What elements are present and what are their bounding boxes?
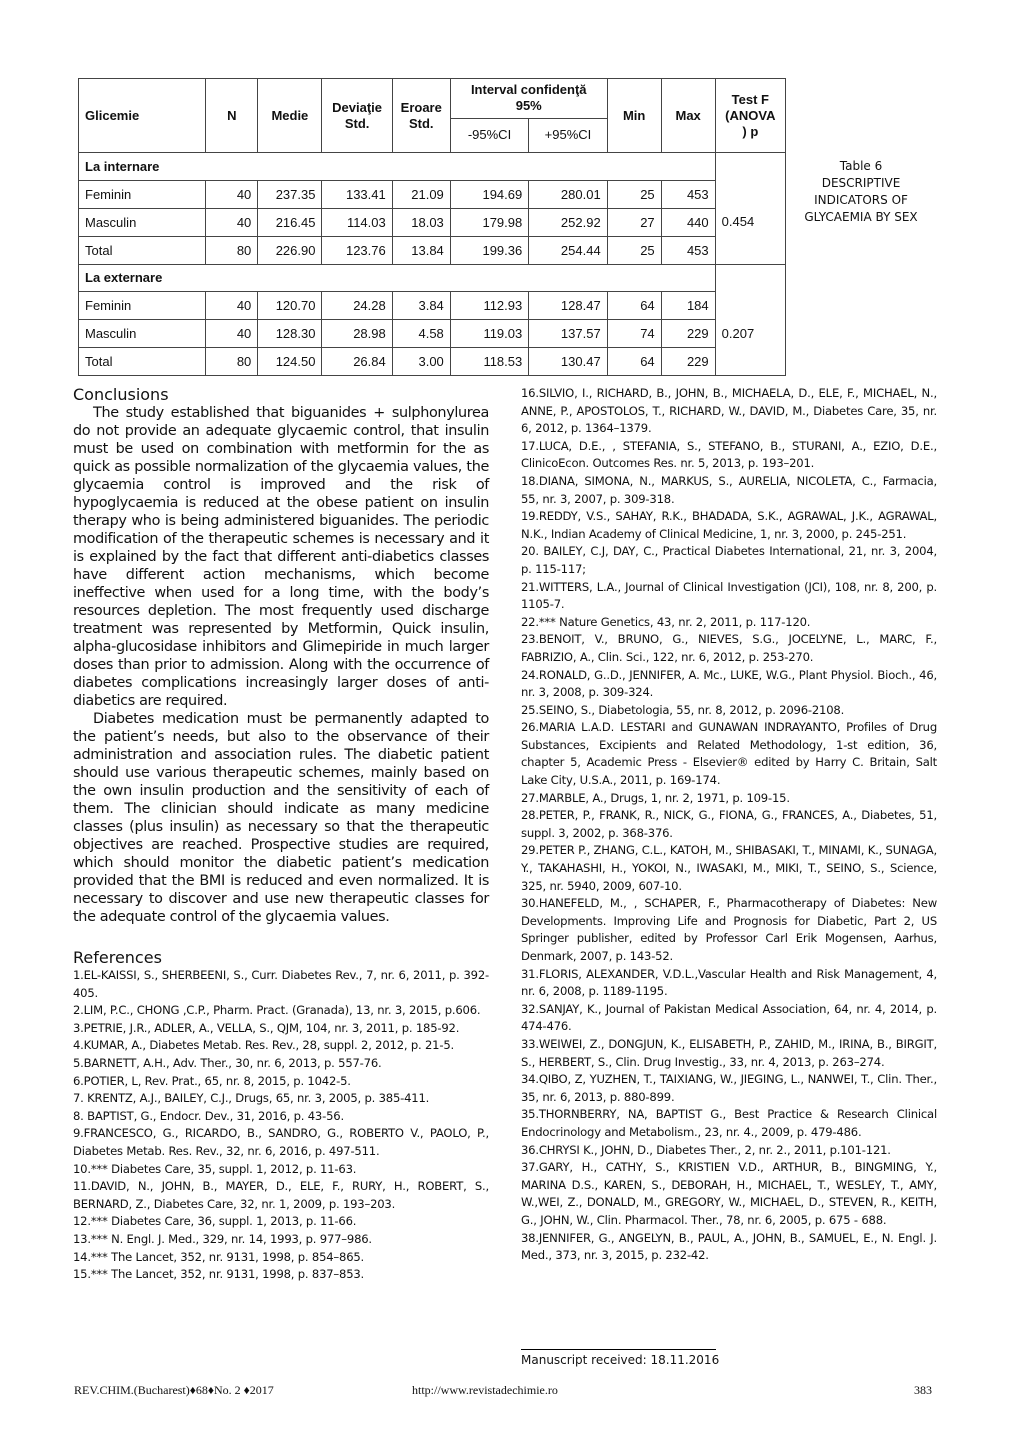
cell-max: 453 [661, 180, 715, 208]
header-deviatie: Deviaţie Std. [322, 79, 392, 153]
table-row [79, 292, 786, 320]
reference-item: 24.RONALD, G..D., JENNIFER, A. Mc., LUKE, W.G., Plant Physiol. Bioch., 46, nr. 3, 2008, p. 309-324. [521, 667, 937, 700]
header-eroare: Eroare Std. [392, 79, 450, 153]
row-label: Total [79, 348, 206, 376]
left-column [73, 385, 489, 1284]
cell-dev: 28.98 [322, 320, 392, 348]
reference-item: 25.SEINO, S., Diabetologia, 55, nr. 8, 2012, p. 2096-2108. [521, 702, 845, 717]
row-label: Feminin [79, 292, 206, 320]
p-value: 0.207 [715, 292, 785, 376]
section-title-blank [715, 264, 785, 292]
header-interval: Interval confidenţă 95% [450, 79, 607, 119]
reference-item: 28.PETER, P., FRANK, R., NICK, G., FIONA, G., FRANCES, A., Diabetes, 51, suppl. 3, 2002, p. 368-376. [521, 808, 937, 840]
reference-item: 26.MARIA L.A.D. LESTARI and GUNAWAN INDRAYANTO, Profiles of Drug Substances, Excipients and Related Methodology, 1-st edition, 36, chapter 5, Academic Press - Elsevier® edited by Harry C. Britain, Salt Lake City, U.S.A., 2011, p. 169-174. [521, 720, 937, 788]
cell-min: 74 [607, 320, 661, 348]
cell-dev: 123.76 [322, 236, 392, 264]
reference-item: 19.REDDY, V.S., SAHAY, R.K., BHADADA, S.K., AGRAWAL, J.K., AGRAWAL, N.K., Indian Academy of Clinical Medicine, 1, nr. 3, 2000, p. 245-251. [521, 509, 937, 541]
row-label: Feminin [79, 180, 206, 208]
cell-err: 4.58 [392, 320, 450, 348]
cell-n: 40 [206, 292, 258, 320]
cell-hi: 280.01 [529, 180, 607, 208]
cell-min: 64 [607, 292, 661, 320]
cell-dev: 133.41 [322, 180, 392, 208]
cell-hi: 137.57 [529, 320, 607, 348]
reference-item: 23.BENOIT, V., BRUNO, G., NIEVES, S.G., JOCELYNE, L., MARC, F., FABRIZIO, A., Clin. Sci., 122, nr. 6, 2012, p. 253-270. [521, 632, 937, 664]
reference-item: 29.PETER P., ZHANG, C.L., KATOH, M., SHIBASAKI, T., MINAMI, K., SUNAGA, Y., TAKAHASHI, H., YOKOI, N., IWASAKI, M., MIKI, T., SEINO, S., Science, 325, nr. 5940, 2009, 607-10. [521, 843, 938, 893]
cell-dev: 24.28 [322, 292, 392, 320]
cell-hi: 254.44 [529, 236, 607, 264]
reference-item: 13.*** N. Engl. J. Med., 329, nr. 14, 1993, p. 977–986. [73, 1231, 372, 1246]
reference-item: 18.DIANA, SIMONA, N., MARKUS, S., AURELIA, NICOLETA, C., Farmacia, 55, nr. 3, 2007, p. 309-318. [521, 473, 937, 506]
cell-max: 184 [661, 292, 715, 320]
table-row [79, 348, 786, 376]
cell-max: 229 [661, 320, 715, 348]
reference-item: 11.DAVID, N., JOHN, B., MAYER, D., ELE, F., RURY, H., ROBERT, S., BERNARD, Z., Diabetes Care, 32, nr. 1, 2009, p. 193–203. [73, 1179, 489, 1211]
header-max: Max [661, 79, 715, 153]
reference-item: 36.CHRYSI K., JOHN, D., Diabetes Ther., 2, nr. 2., 2011, p.101-121. [521, 1142, 891, 1157]
reference-item: 20. BAILEY, C.J, DAY, C., Practical Diabetes International, 21, nr. 3, 2004, p. 115-117; [521, 544, 937, 576]
cell-dev: 114.03 [322, 208, 392, 236]
cell-medie: 120.70 [258, 292, 322, 320]
cell-lo: 194.69 [450, 180, 528, 208]
reference-item: 27.MARBLE, A., Drugs, 1, nr. 2, 1971, p. 109-15. [521, 790, 790, 805]
cell-lo: 179.98 [450, 208, 528, 236]
cell-min: 25 [607, 180, 661, 208]
cell-err: 3.00 [392, 348, 450, 376]
p-value: 0.454 [715, 180, 785, 264]
reference-item: 16.SILVIO, I., RICHARD, B., JOHN, B., MICHAELA, D., ELE, F., MICHAEL, N., ANNE, P., APOSTOLOS, T., RICHARD, W., DAVID, M., Diabetes Care, 35, nr. 6, 2012, p. 1364–1379. [521, 386, 937, 436]
cell-err: 18.03 [392, 208, 450, 236]
conclusions-paragraph-1: The study established that biguanides + sulphonylurea do not provide an adequate glycaemic control, that insulin must be used on combination with metformin for the as quick as possible normalization of the glycaemia values, the glycaemia control is improved and the risk of hypoglycaemia is reduced at the obese patient on insulin therapy who is being administered biguanides. The periodic modification of the therapeutic schemes is necessary and it is explained by the fact that different anti-diabetics classes have different action mechanisms, which become ineffective when used for a long time, with the body’s resources depletion. The most frequently used discharge treatment was represented by Metformin, Quick insulin, alpha-glucosidase inhibitors and Glimepiride in much larger doses than prior to admission. Along with the occurrence of diabetes complications increasingly larger doses of anti-diabetics are required. [73, 405, 489, 709]
received-rule [521, 1349, 716, 1350]
table-title: DESCRIPTIVE INDICATORS OF GLYCAEMIA BY SEX [804, 176, 918, 224]
conclusions-heading: Conclusions [73, 385, 169, 404]
reference-item: 31.FLORIS, ALEXANDER, V.D.L.,Vascular Health and Risk Management, 4, nr. 6, 2008, p. 1189-1195. [521, 966, 937, 999]
cell-lo: 112.93 [450, 292, 528, 320]
right-column [521, 385, 937, 1265]
reference-item: 7. KRENTZ, A.J., BAILEY, C.J., Drugs, 65, nr. 3, 2005, p. 385-411. [73, 1091, 430, 1106]
reference-item: 37.GARY, H., CATHY, S., KRISTIEN V.D., ARTHUR, B., BINGMING, Y., MARINA D.S., KAREN, S., DEBORAH, H., MICHAEL, T., WESLEY, T., AMY, W.,WEI, Z., DONALD, M., GREGORY, W., MICHAEL, D., STEVEN, R., KEITH, G., JOHN, W., Clin. Pharmacol. Ther., 78, nr. 6, 2005, p. 675 - 688. [521, 1160, 937, 1227]
cell-lo: 199.36 [450, 236, 528, 264]
cell-medie: 124.50 [258, 348, 322, 376]
cell-max: 440 [661, 208, 715, 236]
reference-item: 2.LIM, P.C., CHONG ,C.P., Pharm. Pract. (Granada), 13, nr. 3, 2015, p.606. [73, 1003, 481, 1018]
row-label: Masculin [79, 208, 206, 236]
cell-err: 3.84 [392, 292, 450, 320]
cell-medie: 237.35 [258, 180, 322, 208]
conclusions-paragraph-2: Diabetes medication must be permanently adapted to the patient’s needs, but also to the observance of their administration and association rules. The diabetic patient should use various therapeutic schemes, mainly based on the own insulin production and the sensitivity of each of them. The clinician should indicate as many medicine classes (plus insulin) as necessary so that the therapeutic objectives are reached. Prospective studies are required, which should monitor the diabetic patient’s medication provided that the BMI is reduced and even normalized. It is necessary to discover and use new therapeutic classes for the adequate control of the glycaemia values. [73, 711, 489, 925]
table-number: Table 6 [839, 159, 883, 173]
reference-item: 4.KUMAR, A., Diabetes Metab. Res. Rev., 28, suppl. 2, 2012, p. 21-5. [73, 1038, 454, 1053]
header-min: Min [607, 79, 661, 153]
reference-item: 12.*** Diabetes Care, 36, suppl. 1, 2013, p. 11-66. [73, 1214, 357, 1229]
table-row [79, 236, 786, 264]
header-ci-high: +95%CI [529, 118, 607, 152]
reference-item: 22.*** Nature Genetics, 43, nr. 2, 2011, p. 117-120. [521, 614, 811, 629]
cell-dev: 26.84 [322, 348, 392, 376]
header-glicemie: Glicemie [79, 79, 206, 153]
table-row [79, 320, 786, 348]
reference-item: 8. BAPTIST, G., Endocr. Dev., 31, 2016, p. 43-56. [73, 1108, 344, 1123]
reference-item: 3.PETRIE, J.R., ADLER, A., VELLA, S., QJM, 104, nr. 3, 2011, p. 185-92. [73, 1020, 460, 1035]
reference-item: 35.THORNBERRY, NA, BAPTIST G., Best Practice & Research Clinical Endocrinology and Metabolism., 23, nr. 4., 2009, p. 479-486. [521, 1107, 937, 1139]
cell-lo: 118.53 [450, 348, 528, 376]
cell-lo: 119.03 [450, 320, 528, 348]
cell-err: 13.84 [392, 236, 450, 264]
cell-n: 80 [206, 348, 258, 376]
cell-max: 229 [661, 348, 715, 376]
section-title: La externare [79, 264, 716, 292]
header-ci-low: -95%CI [450, 118, 528, 152]
cell-n: 80 [206, 236, 258, 264]
reference-item: 10.*** Diabetes Care, 35, suppl. 1, 2012, p. 11-63. [73, 1161, 357, 1176]
table-row [79, 208, 786, 236]
header-n: N [206, 79, 258, 153]
cell-min: 25 [607, 236, 661, 264]
cell-n: 40 [206, 180, 258, 208]
glycaemia-table [78, 78, 786, 376]
section-title: La internare [79, 153, 716, 181]
reference-item: 9.FRANCESCO, G., RICARDO, B., SANDRO, G., ROBERTO V., PAOLO, P., Diabetes Metab. Res. Rev., 32, nr. 6, 2016, p. 497-511. [73, 1126, 489, 1158]
references-heading: References [73, 948, 162, 967]
reference-item: 30.HANEFELD, M., , SCHAPER, F., Pharmacotherapy of Diabetes: New Developments. Improving Life and Prognosis for Diabetic, Part 2, US Springer publisher, edited by Professor Carl Erik Mogensen, Aarhus, Denmark, 2007, p. 143-52. [521, 896, 937, 963]
footer-page-number: 383 [914, 1383, 932, 1397]
reference-item: 32.SANJAY, K., Journal of Pakistan Medical Association, 64, nr. 4, 2014, p. 474-476. [521, 1001, 937, 1034]
cell-min: 64 [607, 348, 661, 376]
reference-item: 6.POTIER, L, Rev. Prat., 65, nr. 8, 2015, p. 1042-5. [73, 1073, 351, 1088]
manuscript-received: Manuscript received: 18.11.2016 [521, 1353, 720, 1367]
cell-medie: 226.90 [258, 236, 322, 264]
cell-hi: 130.47 [529, 348, 607, 376]
references-list-left [73, 967, 489, 1284]
row-label: Total [79, 236, 206, 264]
row-label: Masculin [79, 320, 206, 348]
reference-item: 34.QIBO, Z, YUZHEN, T., TAIXIANG, W., JIEGING, L., NANWEI, T., Clin. Ther., 35, nr. 6, 2013, p. 880-899. [521, 1072, 937, 1104]
cell-hi: 128.47 [529, 292, 607, 320]
footer-journal: REV.CHIM.(Bucharest)♦68♦No. 2 ♦2017 [74, 1383, 274, 1397]
reference-item: 15.*** The Lancet, 352, nr. 9131, 1998, p. 837–853. [73, 1267, 365, 1282]
cell-medie: 216.45 [258, 208, 322, 236]
reference-item: 14.*** The Lancet, 352, nr. 9131, 1998, p. 854–865. [73, 1249, 365, 1264]
reference-item: 5.BARNETT, A.H., Adv. Ther., 30, nr. 6, 2013, p. 557-76. [73, 1055, 382, 1070]
table-row [79, 180, 786, 208]
reference-item: 17.LUCA, D.E., , STEFANIA, S., STEFANO, B., STURANI, A., EZIO, D.E., ClinicoEcon. Outcomes Res. nr. 5, 2013, p. 193–201. [521, 438, 937, 471]
reference-item: 33.WEIWEI, Z., DONGJUN, K., ELISABETH, P., ZAHID, M., IRINA, B., BIRGIT, S., HERBERT, S., Clin. Drug Investig., 33, nr. 4, 2013, p. 263–274. [521, 1036, 937, 1069]
cell-n: 40 [206, 208, 258, 236]
reference-item: 1.EL-KAISSI, S., SHERBEENI, S., Curr. Diabetes Rev., 7, nr. 6, 2011, p. 392-405. [73, 968, 489, 1000]
cell-err: 21.09 [392, 180, 450, 208]
section-title-blank [715, 153, 785, 181]
cell-medie: 128.30 [258, 320, 322, 348]
references-list-right [521, 385, 937, 1265]
cell-max: 453 [661, 236, 715, 264]
reference-item: 38.JENNIFER, G., ANGELYN, B., PAUL, A., JOHN, B., SAMUEL, E., N. Engl. J. Med., 373, nr. 3, 2015, p. 232-42. [521, 1230, 937, 1263]
table-caption [795, 158, 927, 226]
header-test-f: Test F (ANOVA ) p [715, 79, 785, 153]
reference-item: 21.WITTERS, L.A., Journal of Clinical Investigation (JCI), 108, nr. 8, 200, p. 1105-7. [521, 579, 937, 612]
cell-n: 40 [206, 320, 258, 348]
cell-hi: 252.92 [529, 208, 607, 236]
footer-url[interactable]: http://www.revistadechimie.ro [412, 1383, 558, 1397]
header-medie: Medie [258, 79, 322, 153]
cell-min: 27 [607, 208, 661, 236]
